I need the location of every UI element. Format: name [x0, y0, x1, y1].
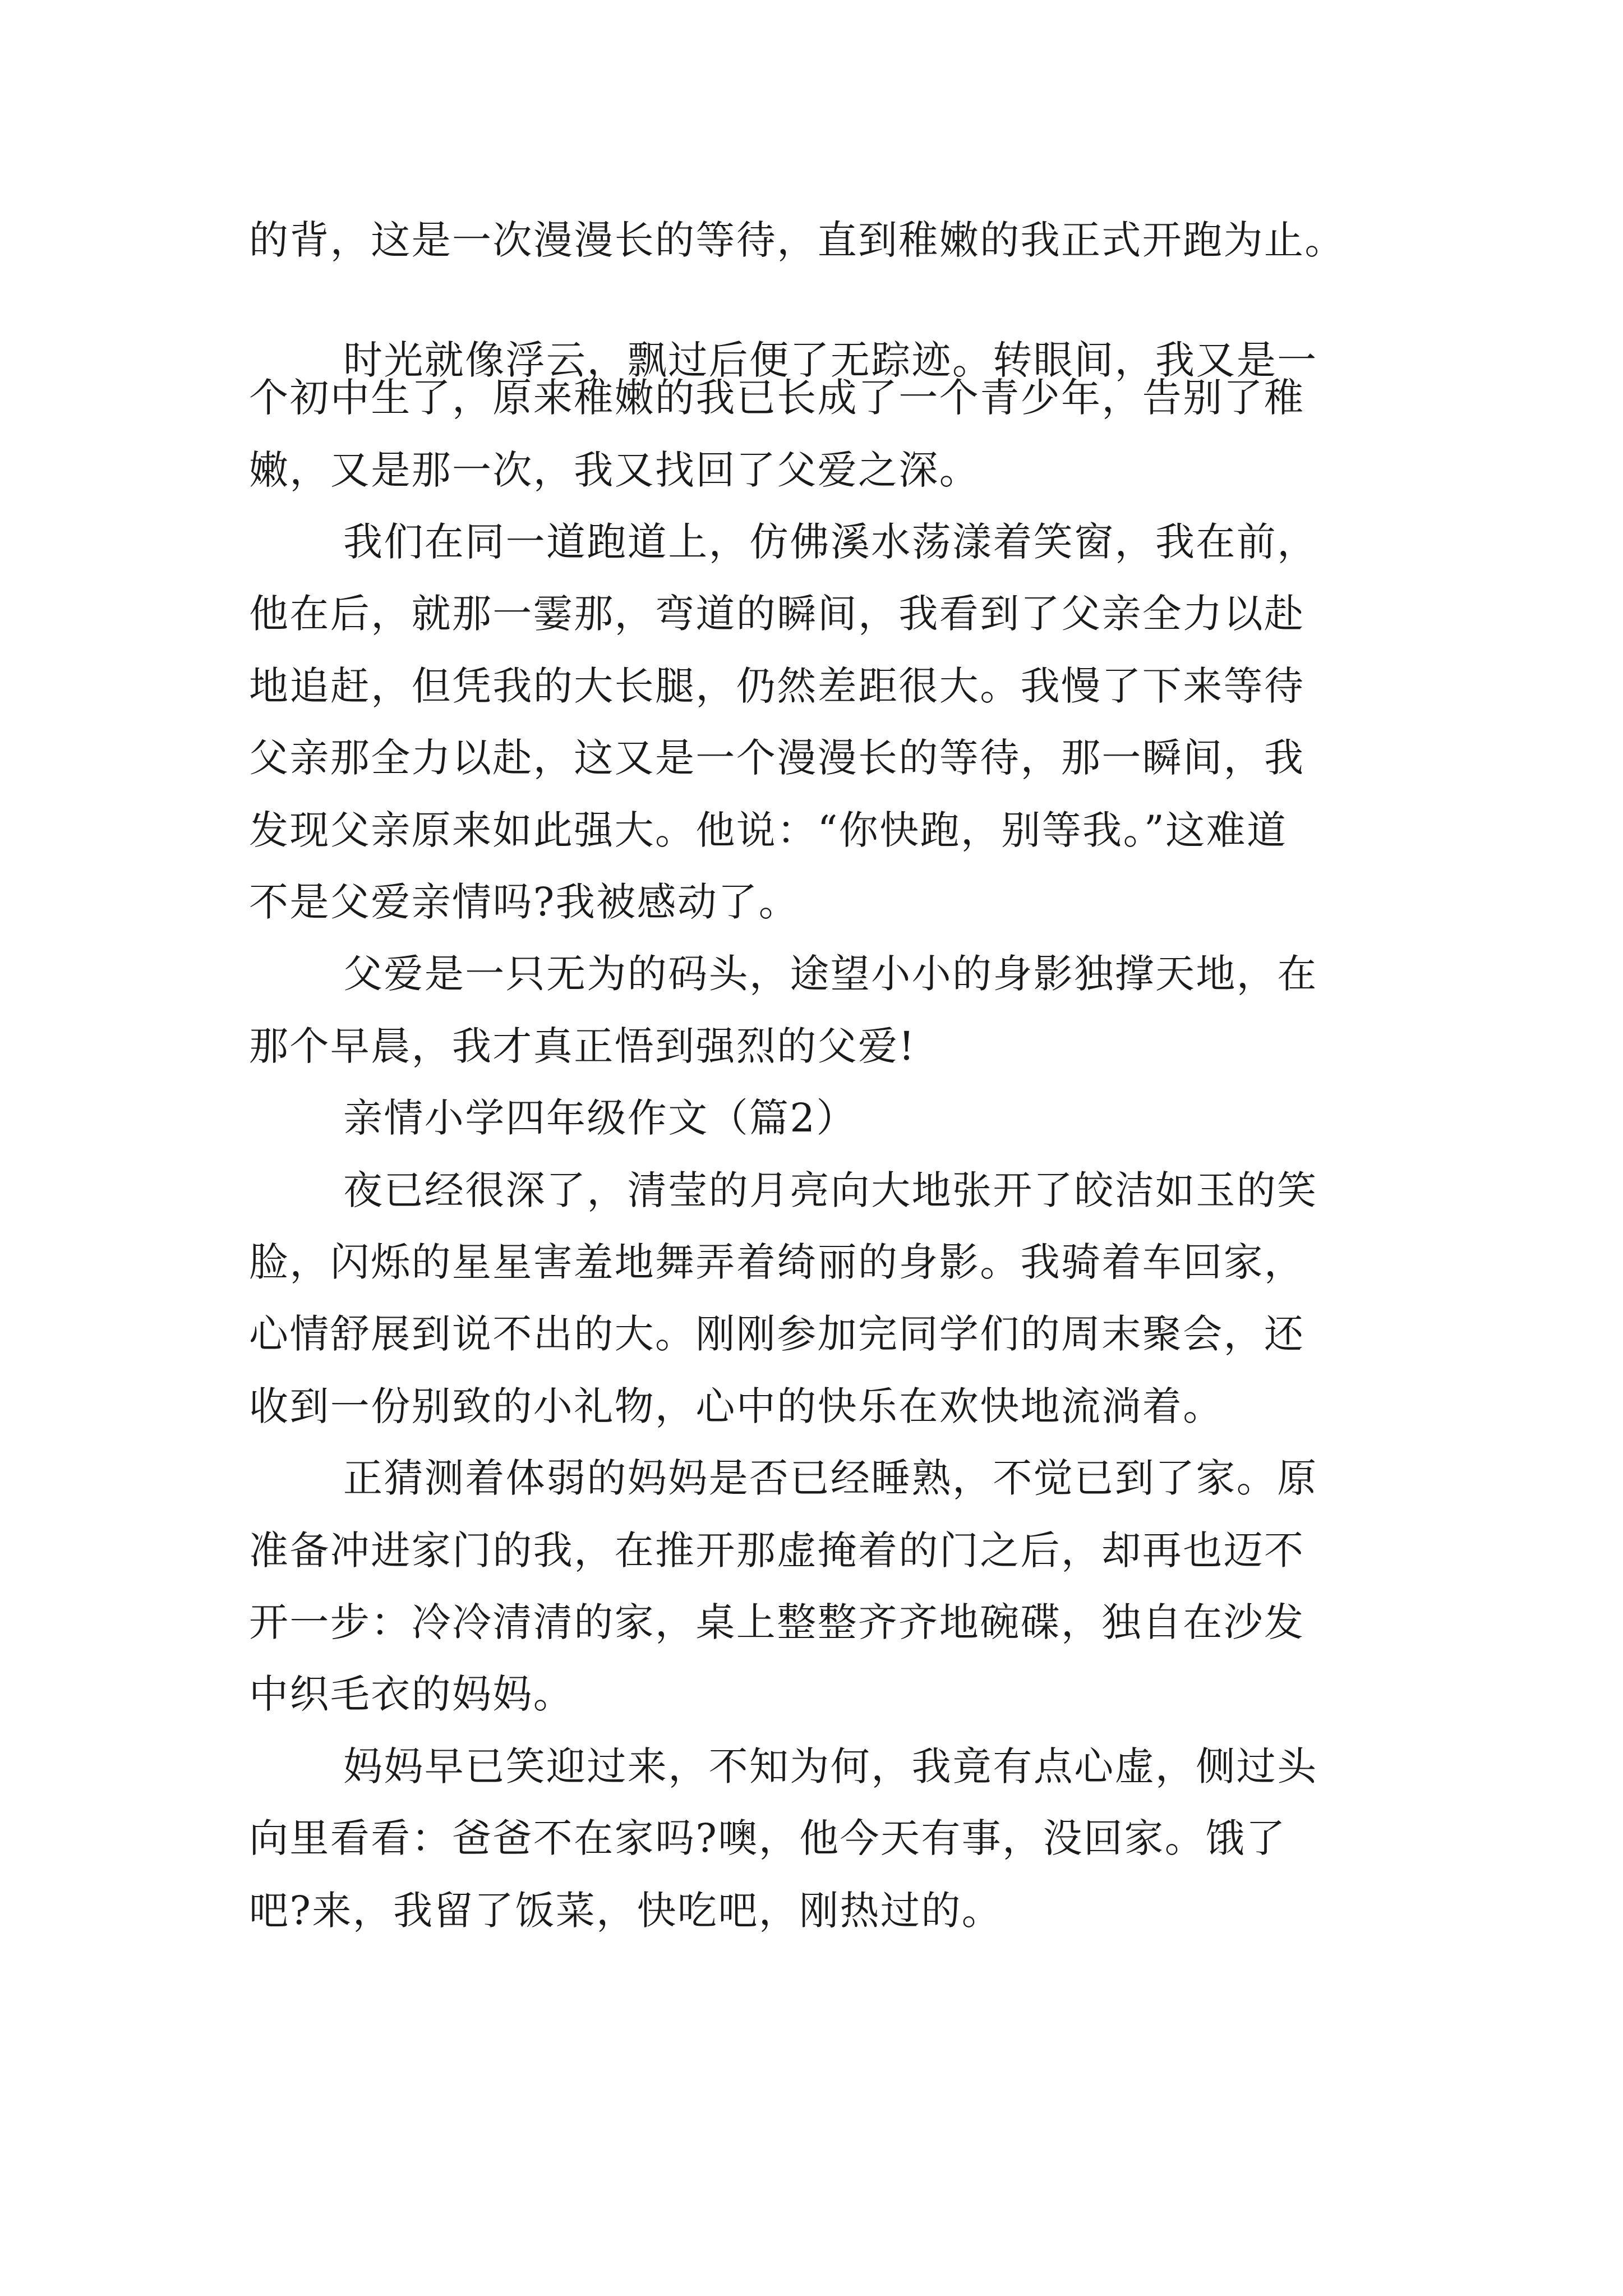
- text-line: 发现父亲原来如此强大。他说：“你快跑，别等我。”这难道: [249, 807, 1288, 853]
- text-line: 地追赶，但凭我的大长腿，仍然差距很大。我慢了下来等待: [249, 663, 1305, 709]
- paragraph-first-line: 父爱是一只无为的码头，途望小小的身影独撑天地，在: [343, 951, 1318, 997]
- text-line: 不是父爱亲情吗?我被感动了。: [249, 879, 800, 925]
- text-line: 个初中生了，原来稚嫩的我已长成了一个青少年，告别了稚: [249, 375, 1305, 421]
- section-heading: 亲情小学四年级作文（篇2）: [343, 1095, 857, 1141]
- text-line: 的背，这是一次漫漫长的等待，直到稚嫩的我正式开跑为止。: [249, 217, 1345, 263]
- paragraph-first-line: 我们在同一道跑道上，仿佛溪水荡漾着笑窗，我在前，: [343, 519, 1318, 565]
- paragraph-first-line: 夜已经很深了，清莹的月亮向大地张开了皎洁如玉的笑: [343, 1167, 1318, 1213]
- text-line: 吧?来，我留了饭菜，快吃吧，刚热过的。: [249, 1888, 1003, 1934]
- paragraph-first-line: 妈妈早已笑迎过来，不知为何，我竟有点心虚，侧过头: [343, 1743, 1318, 1789]
- text-line: 父亲那全力以赴，这又是一个漫漫长的等待，那一瞬间，我: [249, 735, 1305, 781]
- text-line: 准备冲进家门的我，在推开那虚掩着的门之后，却再也迈不: [249, 1527, 1305, 1573]
- text-line: 中织毛衣的妈妈。: [249, 1671, 574, 1717]
- text-line: 心情舒展到说不出的大。刚刚参加完同学们的周末聚会，还: [249, 1311, 1305, 1357]
- text-line: 脸，闪烁的星星害羞地舞弄着绮丽的身影。我骑着车回家，: [249, 1239, 1305, 1285]
- text-line: 那个早晨，我才真正悟到强烈的父爱!: [249, 1023, 916, 1069]
- paragraph-first-line: 时光就像浮云，飘过后便了无踪迹。转眼间，我又是一: [343, 337, 1318, 383]
- text-line: 向里看看：爸爸不在家吗?噢，他今天有事，没回家。饿了: [249, 1815, 1287, 1861]
- text-line: 他在后，就那一霎那，弯道的瞬间，我看到了父亲全力以赴: [249, 591, 1305, 637]
- text-line: 开一步：冷冷清清的家，桌上整整齐齐地碗碟，独自在沙发: [249, 1599, 1305, 1645]
- text-line: 收到一份别致的小礼物，心中的快乐在欢快地流淌着。: [249, 1383, 1224, 1429]
- paragraph-first-line: 正猜测着体弱的妈妈是否已经睡熟，不觉已到了家。原: [343, 1455, 1318, 1501]
- text-line: 嫩，又是那一次，我又找回了父爱之深。: [249, 447, 980, 493]
